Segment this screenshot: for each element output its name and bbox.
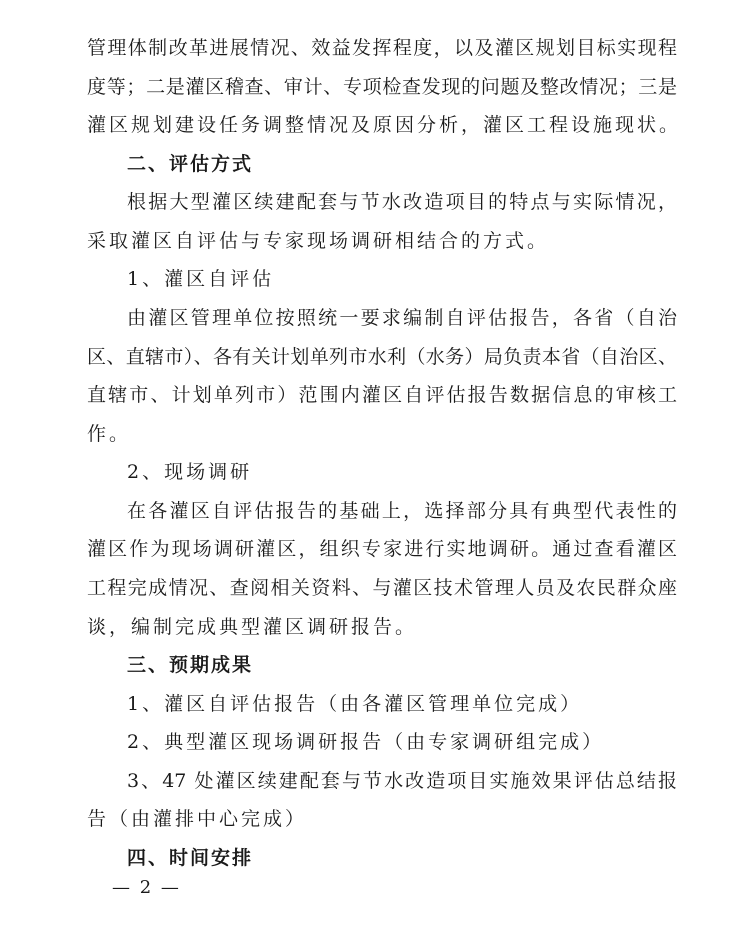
section-heading: 二、评估方式 (127, 153, 254, 175)
body-text-line: 度等；二是灌区稽查、审计、专项检查发现的问题及整改情况；三是 (87, 76, 677, 98)
body-text-line: 在各灌区自评估报告的基础上，选择部分具有典型代表性的 (127, 500, 677, 522)
subsection-heading: 2、现场调研 (127, 461, 253, 483)
section-heading: 三、预期成果 (127, 654, 254, 676)
body-text-line: 管理体制改革进展情况、效益发挥程度，以及灌区规划目标实现程 (87, 37, 677, 59)
body-text-line: 灌区作为现场调研灌区，组织专家进行实地调研。通过查看灌区 (87, 538, 677, 560)
body-text-line: 灌区规划建设任务调整情况及原因分析，灌区工程设施现状。 (87, 114, 682, 136)
body-text-line: 直辖市、计划单列市）范围内灌区自评估报告数据信息的审核工 (87, 384, 677, 406)
list-item: 2、典型灌区现场调研报告（由专家调研组完成） (127, 731, 605, 753)
body-text-line: 由灌区管理单位按照统一要求编制自评估报告，各省（自治 (127, 307, 677, 329)
body-text-line: 采取灌区自评估与专家现场调研相结合的方式。 (87, 230, 550, 252)
body-text-line: 工程完成情况、查阅相关资料、与灌区技术管理人员及农民群众座 (87, 577, 677, 599)
body-text-line: 谈，编制完成典型灌区调研报告。 (87, 616, 418, 638)
body-text-line: 作。 (87, 423, 132, 445)
list-item: 3、47 处灌区续建配套与节水改造项目实施效果评估总结报 (127, 770, 677, 792)
section-heading: 四、时间安排 (127, 847, 254, 869)
page-number: — 2 — (112, 877, 181, 898)
body-text-line: 根据大型灌区续建配套与节水改造项目的特点与实际情况， (127, 191, 677, 213)
body-text-line: 区、直辖市）、各有关计划单列市水利（水务）局负责本省（自治区、 (87, 346, 677, 368)
list-item: 1、灌区自评估报告（由各灌区管理单位完成） (127, 693, 583, 715)
list-item-continuation: 告（由灌排中心完成） (87, 808, 308, 830)
subsection-heading: 1、灌区自评估 (127, 268, 275, 290)
